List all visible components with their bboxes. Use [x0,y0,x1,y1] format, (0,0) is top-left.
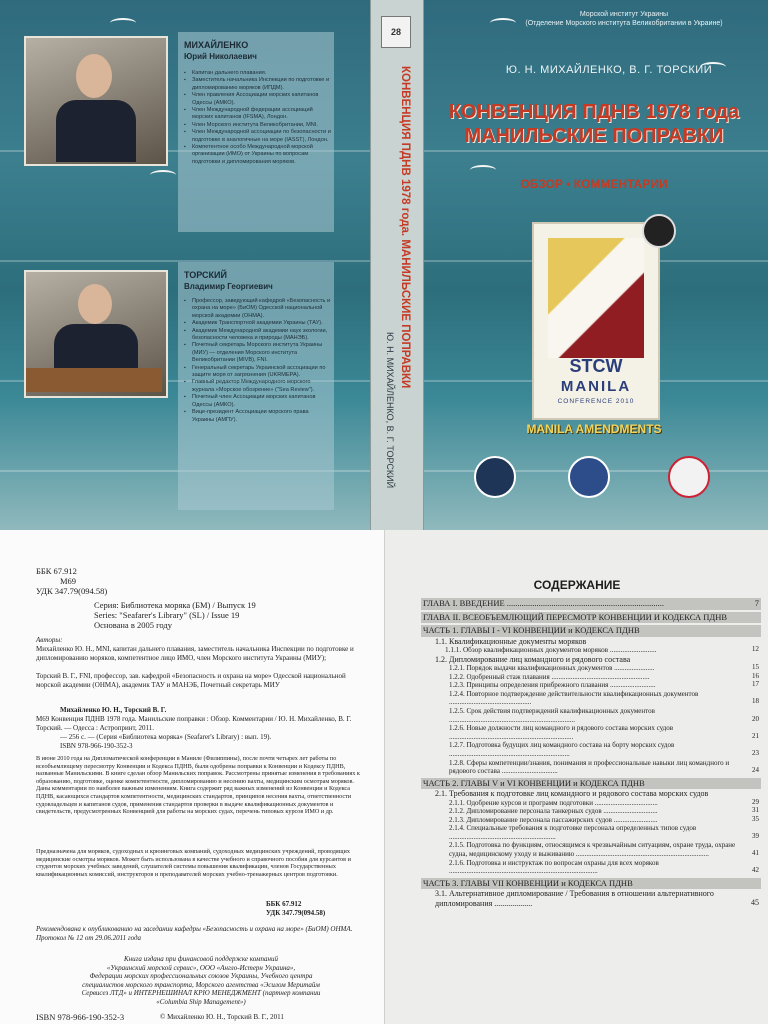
toc-entry-label: ЧАСТЬ 1. ГЛАВЫ I - VI КОНВЕНЦИИ и КОДЕКСА ПДНВ [423,625,640,636]
bio-item: ▪ Заместитель начальника Инспекции по подготовке и дипломированию моряков (ИПДМ). [184,77,332,92]
recommendation-note: Рекомендована к опубликованию на заседании кафедры «Безопасность и охрана на море» (БиОМ) ОНМА. Протокол № 12 от 29.06.2011 года [36,925,353,942]
book-spine [370,0,424,530]
toc-chapter-row[interactable] [421,778,761,790]
toc-entry-label: 1.2.1. Порядок выдачи квалификационных документов ....................... [449,663,655,672]
toc-entry-row[interactable] [421,707,761,724]
toc-entry-label: ЧАСТЬ 3. ГЛАВЫ VII КОНВЕНЦИИ и КОДЕКСА ПДНВ [423,877,633,888]
bio-item: ▪ Академик Международной академии наук экологии, безопасности человека и природы (МАНЭБ). [184,328,332,343]
toc-entry-row[interactable] [421,824,761,841]
toc-entry-label: 1.1. Квалификационные документы моряков [435,636,587,646]
toc-page-number: 16 [752,671,759,680]
logo-manila: MANILA [560,378,632,395]
author2-bio-list [184,298,332,424]
toc-entry-row[interactable] [421,673,761,682]
bio-item: ▪ Член Морского института Великобритании, MNI. [184,122,332,129]
author-code: М69 [60,576,77,586]
bio-item: ▪ Академик Транспортной академии Украины (ТАУ). [184,320,332,327]
udk-bottom: УДК 347.79(094.58) [266,909,326,917]
author-photo-mikhailenko [24,36,168,166]
toc-entry-label: 2.1.3. Дипломирование персонала пассажирских судов ......................... [449,815,658,824]
bio-item: ▪ Генеральный секретарь Украинской ассоциации по защите моря от загрязнения (UKRMEPA). [184,365,332,380]
sail-graphic [548,238,644,358]
contents-page [384,530,768,1024]
cover-title-line: МАНИЛЬСКИЕ ПОПРАВКИ [464,125,724,147]
toc-entry-label: 1.2. Дипломирование лиц командного и рядового состава [435,654,631,664]
spine-authors: Ю. Н. МИХАЙЛЕНКО, В. Г. ТОРСКИЙ [385,332,395,489]
toc-entry-row[interactable] [421,816,761,825]
institute-line: (Отделение Морского института Великобритании в Украине) [525,20,723,27]
toc-entry-row[interactable] [421,637,761,646]
udk-code: УДК 347.79(094.58) [36,586,108,596]
toc-entry-label: 1.2.2. Одобренный стаж плавания ........................................................ [449,672,650,681]
author1-surname: МИХАЙЛЕНКО [184,40,249,50]
series-info [94,600,354,630]
toc-page-number: 12 [751,644,759,653]
toc-entry-label: 2.1.4. Специальные требования к подготовке персонала определенных типов судов ............................................................. [449,824,697,841]
author1-given-name: Юрий Николаевич [184,52,257,61]
back-cover [0,0,368,530]
author-entry: Торский В. Г., FNI, профессор, зав. кафедрой «Безопасность и охрана на море» Одесской национальной морской академии (ОНМА), академик ТАУ и МАНЭБ, Почетный секретарь МИУ [36,672,346,689]
toc-entry-row[interactable] [421,681,761,690]
toc-chapter-row[interactable] [421,598,761,610]
toc-entry-label: 2.1.6. Подготовка и инструктаж по вопросам охраны для всех моряков ..................................................................................... [449,858,659,876]
toc-entry-label: 2.1.5. Подготовка по функциям, относящимся к чрезвычайным ситуациям, охране труда, охране судна, медицинскому уходу и выживанию ............................................................................ [449,841,736,859]
series-line: Основана в 2005 году [94,620,172,630]
cover-authors: Ю. Н. МИХАЙЛЕНКО, В. Г. ТОРСКИЙ [505,64,713,76]
toc-entry-label: 2.1. Требования к подготовке лиц командного и рядового состава морских судов [435,789,709,799]
author2-given-name: Владимир Георгиевич [184,282,273,291]
bio-item: ▪ Главный редактор Международного морского журнала «Морское обозрение» ("Sea Review"). [184,379,332,394]
toc-entry-label: ГЛАВА I. ВВЕДЕНИЕ .......................................................................... [423,598,665,608]
toc-page-number: 29 [752,797,759,806]
toc-entry-row[interactable] [421,807,761,816]
cover-title-line: КОНВЕНЦИЯ ПДНВ 1978 года [448,101,740,123]
toc-entry-label: 3.1. Альтернативное дипломирование / Требования в отношении альтернативного дипломирования ................... [435,889,714,908]
seal-emblem-icon [642,214,676,248]
toc-page-number: 23 [752,748,759,757]
toc-entry-row[interactable] [421,741,761,758]
abstract-paragraph: Предназначена для моряков, судоходных и крюинговых компаний, судоходных медицинских учреждений, проводящих медицинские осмотры моряков. Может быть использована в качестве учебного и справочного пособия для курсантов и студентов морских учебных заведений, слушателей системы повышения квалификации, членов Государственных квалификационных комиссий, инструкторов и преподавателей морских учебно-тренажерных центров подготовки. [36,848,351,878]
series-line: Серия: Библиотека моряка (БМ) / Выпуск 19 [94,600,256,610]
toc-entry-row[interactable] [421,690,761,707]
toc-entry-label: ЧАСТЬ 2. ГЛАВЫ V и VI КОНВЕНЦИИ и КОДЕКСА ПДНВ [423,777,645,788]
toc-entry-label: 1.1.1. Обзор квалификационных документов моряков .......................... [445,645,657,654]
cover-title [434,100,754,148]
bbk-bottom: ББК 67.912 [266,900,302,908]
sponsor-line: «Columbia Ship Management») [156,997,246,1006]
philippines-seal-icon [668,456,710,498]
toc-entry-row[interactable] [421,889,761,907]
toc-entry-row[interactable] [421,859,761,876]
volume-number: 28 [381,16,411,48]
spine-title: КОНВЕНЦИЯ ПДНВ 1978 года. МАНИЛЬСКИЕ ПОПРАВКИ [399,66,411,389]
author-face [76,54,112,98]
toc-entry-label: 1.2.8. Сферы компетенции/знания, понимания и профессиональные навыки лиц командного и рядового состава ................................ [449,758,730,776]
toc-entry-label: 1.2.6. Новые должности лиц командного и рядового состава морских судов ....................................................................... [449,724,674,741]
bio-item: ▪ Профессор, заведующий кафедрой «Безопасность и охрана на море» (БиОМ) Одесской национальной морской академии (ОНМА). [184,298,332,320]
series-line: Series: "Seafarer's Library" (SL) / Issue 19 [94,610,240,620]
authors-label: Авторы: [36,636,63,644]
toc-page-number: 7 [754,598,759,608]
author2-bio-panel [178,262,334,510]
toc-entry-row[interactable] [421,841,761,858]
catalog-line: — 256 с. — (Серия «Библиотека моряка» (Seafarer's Library) : вып. 19). [60,733,272,741]
logo-stcw: STCW [569,356,623,376]
author-photo-torskiy [24,270,168,398]
toc-page-number: 42 [752,866,759,875]
cover-subtitle: ОБЗОР • КОММЕНТАРИИ [520,177,668,191]
bio-item: ▪ Член Международной федерации ассоциаций морских капитанов (IFSMA), Лондон. [184,107,332,122]
toc-entry-row[interactable] [421,664,761,673]
author-uniform [56,100,136,162]
toc-page-number: 31 [752,806,759,815]
author1-bio-panel [178,32,334,232]
toc-entry-row[interactable] [421,789,761,798]
copyright-line: © Михайленко Ю. Н., Торский В. Г., 2011 [160,1013,284,1021]
bio-item: ▪ Компетентное особо Международной морской организации (ИМО) от Украины по вопросам подготовки и дипломирования моряков. [184,144,332,166]
front-cover [424,0,768,530]
desk [26,368,162,392]
author-entry: Михайленко Ю. Н., MNI, капитан дальнего плавания, заместитель начальника Инспекции по подготовке и дипломированию моряков, компетентное лицо ИМО, член Морского института Украины (МИУ); [36,645,354,662]
institute-name [494,10,754,28]
author2-surname: ТОРСКИЙ [184,270,227,280]
toc-entry-label: 1.2.3. Принципы определения прибрежного плавания .......................... [449,681,656,690]
sponsor-line: Книга издана при финансовой поддержке компаний [124,955,278,963]
abstract-paragraph: В июне 2010 года на Дипломатической конференции в Маниле (Филиппины), после почти четырех лет работы по всеобъемлющему пересмотру Конвенции и Кодекса ПДНВ, были одобрены поправки к Конвенции и Кодексу ПДНВ, названные Манильскими. В книге сделан обзор Манильских поправок. Рассмотрены принятые изменения в требованиях к образованию, подготовке, оценке компетентности, дипломированию и несению вахты, медицинским осмотрам моряков. Даны комментарии по наиболее важным изменениям. Книга содержит ряд важных изменений из Конвенции и Кодекса ПДНВ, касающихся стандартов компетентности, медицинских стандартов, принципов несения вахты, ответственности судовладельцев и капитанов судов, применения стандартов проверки в выдаче квалификационных документов и свидетельств, предусмотренных Конвенцией для работы на морских судах, перечень типовых курсов ИМО и др. [36,755,360,816]
bio-item: ▪ Член правления Ассоциации морских капитанов Одессы (АМКО). [184,92,332,107]
toc-entry-row[interactable] [421,655,761,664]
navy-emblem-icon [474,456,516,498]
institute-line: Морской институт Украины [579,11,669,18]
toc-entry-label: 2.1.2. Дипломирование персонала танкерных судов ............................... [449,807,658,816]
toc-page-number: 21 [752,731,759,740]
toc-entry-label: ГЛАВА II. ВСЕОБЪЕМЛЮЩИЙ ПЕРЕСМОТР КОНВЕНЦИИ И КОДЕКСА ПДНВ [423,611,728,622]
toc-page-number: 41 [752,849,759,858]
toc-page-number: 24 [752,766,759,775]
author1-bio-list [184,70,332,166]
toc-entry-row[interactable] [421,799,761,808]
manila-amendments-label: MANILA AMENDMENTS [526,422,662,436]
copyright-page [0,530,384,1024]
imo-emblem-icon [568,456,610,498]
toc-page-number: 17 [752,680,759,689]
toc-chapter-row[interactable] [421,878,761,890]
toc-page-number: 39 [752,831,759,840]
toc-entry-row[interactable] [421,759,761,776]
contents-title: СОДЕРЖАНИЕ [533,578,621,592]
stcw-conference-logo [532,222,660,420]
toc-entry-row[interactable] [421,724,761,741]
bio-item: ▪ Вице-президент Ассоциации морского права Украины (АМПУ). [184,409,332,424]
bio-item: ▪ Капитан дальнего плавания. [184,70,332,77]
toc-entry-label: 1.2.7. Подготовка будущих лиц командного состава на борту морских судов ..................................................................... [449,741,675,758]
author-face [78,284,112,324]
logo-conference: CONFERENCE 2010 [557,398,635,405]
catalog-line: М69 Конвенция ПДНВ 1978 года. Манильские поправки : Обзор. Комментарии / Ю. Н. Михайленко, В. Г. Торский. — Одесса : Астропринт, 2011. [36,715,352,732]
isbn-line: ISBN 978-966-190-352-3 [60,742,133,750]
toc-entry-label: 2.1.1. Одобрение курсов и программ подготовки .................................... [449,798,658,807]
toc-chapter-row[interactable] [421,625,761,637]
contents-list [421,596,761,908]
sponsor-line: Федерации морских профессиональных союзов Украины, Учебного центра [89,972,313,980]
toc-entry-label: 1.2.4. Повторное подтверждение действительности квалификационных документов ............................................... [449,689,699,707]
author-uniform [54,324,138,374]
toc-page-number: 18 [752,697,759,706]
catalog-heading: Михайленко Ю. Н., Торский В. Г. [60,706,167,714]
sponsor-block [36,955,366,1006]
toc-page-number: 35 [752,814,759,823]
toc-entry-label: 1.2.5. Срок действия подтверждений квалификационных документов ........................................................................ [449,706,655,724]
bio-item: ▪ Почетный член Ассоциации морских капитанов Одессы (АМКО). [184,394,332,409]
sponsor-line: Сервисез ЛТД» и ИНТЕРНЕШИНАЛ КРЮ МЕНЕДЖМЕНТ (партнер компании [81,989,321,997]
isbn-bottom: ISBN 978-966-190-352-3 [36,1012,125,1022]
toc-page-number: 15 [752,662,759,671]
toc-page-number: 45 [751,897,759,907]
bio-item: ▪ Почетный секретарь Морского института Украины (МИУ) — отделения Морского института Великобритании (MIVB), FNI. [184,342,332,364]
toc-chapter-row[interactable] [421,612,761,624]
toc-page-number: 20 [752,714,759,723]
sponsor-line: специалистов морского транспорта, Морского агентства «Эсилом Меритайм [82,980,320,989]
bio-item: ▪ Член Международной ассоциации по безопасности и подготовке в аналогичные на море (IASST), Лондон. [184,129,332,144]
sponsor-line: «Украинский морской сервис», ООО «Англо-Истерн Украина», [106,963,296,972]
toc-entry-row[interactable] [421,646,761,655]
bbk-code: ББК 67.912 [36,566,77,576]
